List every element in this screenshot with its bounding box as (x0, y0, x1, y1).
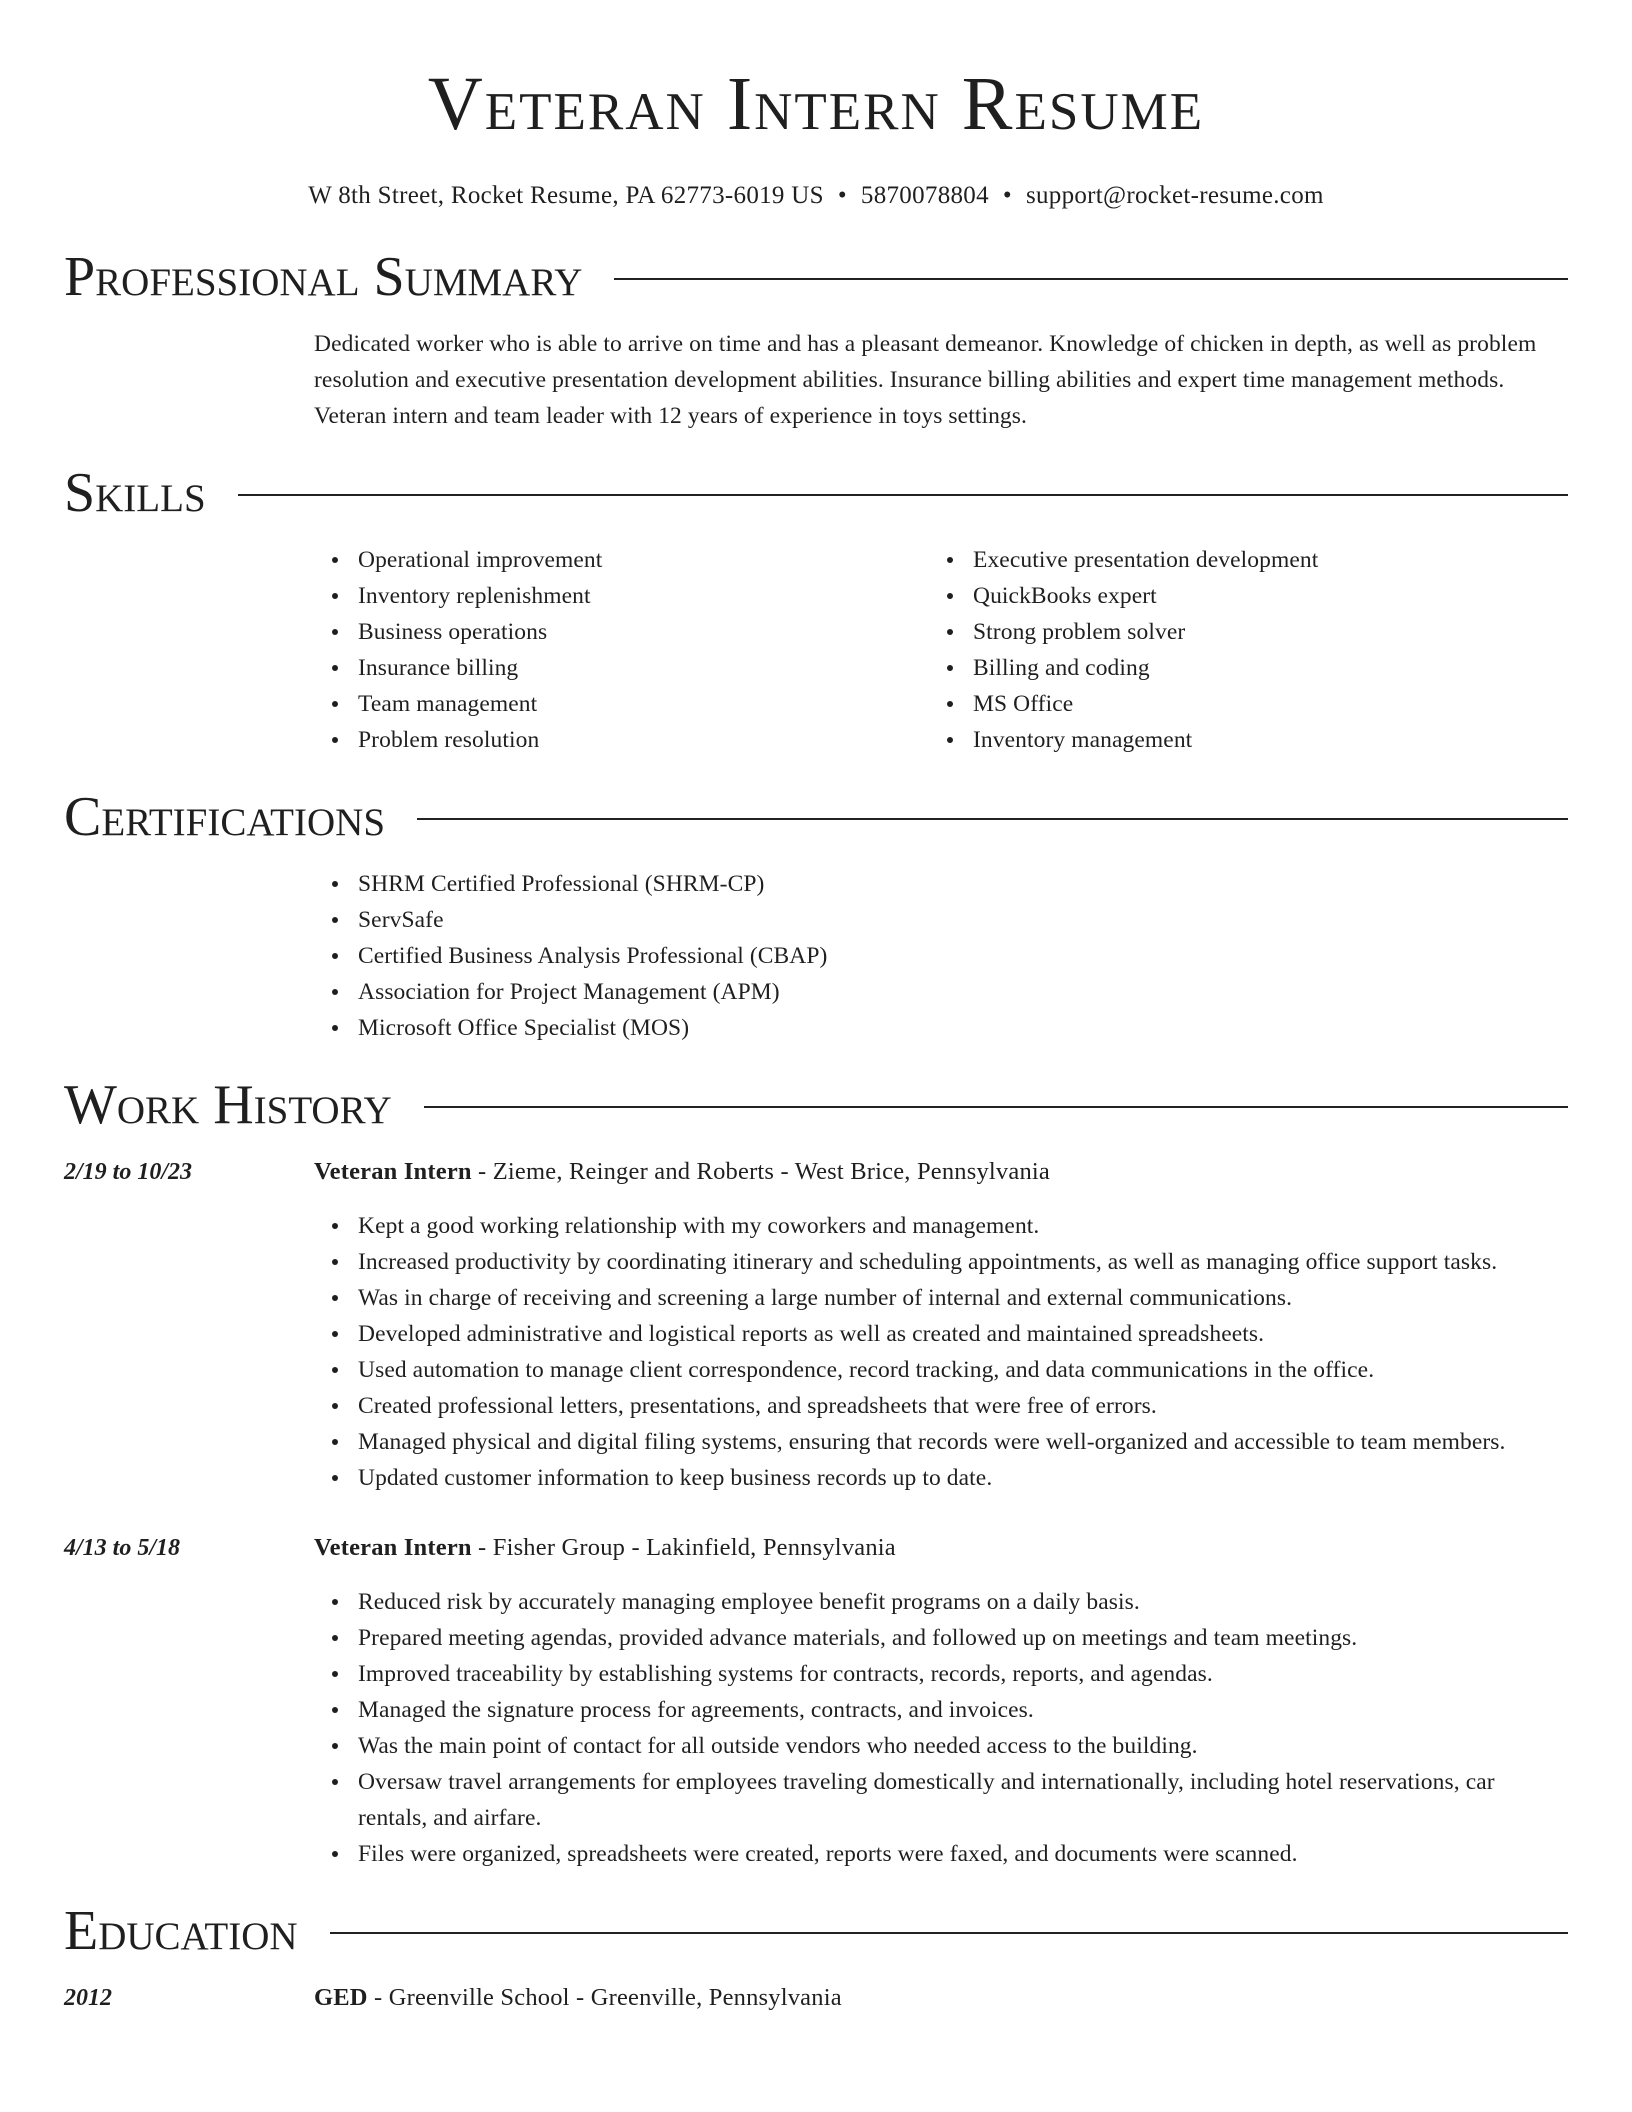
job-bullet-list (314, 1208, 1568, 1496)
contact-phone: 5870078804 (860, 182, 989, 209)
skill-item: Team management (358, 686, 929, 722)
summary-title: Professional Summary (64, 246, 583, 308)
education-section (64, 1896, 1568, 2016)
job-entry (64, 1530, 1568, 1872)
job-role: Veteran Intern (314, 1534, 472, 1561)
work-history-header (64, 1070, 1568, 1140)
contact-address: W 8th Street, Rocket Resume, PA 62773-6019 US (308, 182, 824, 209)
work-history-section (64, 1070, 1568, 1872)
education-year: 2012 (64, 1985, 112, 2011)
certification-item: Association for Project Management (APM) (358, 974, 1568, 1010)
certifications-list (314, 866, 1568, 1046)
section-divider (614, 278, 1568, 280)
skill-item: MS Office (973, 686, 1544, 722)
job-dates: 4/13 to 5/18 (64, 1535, 181, 1561)
resume-name: Veteran Intern Resume (427, 62, 1205, 146)
certification-item: Certified Business Analysis Professional (CBAP) (358, 938, 1568, 974)
section-divider (238, 494, 1568, 496)
certifications-title: Certifications (64, 786, 386, 848)
job-bullet: Developed administrative and logistical reports as well as created and maintained spreadsheets. (358, 1316, 1568, 1352)
job-bullet: Kept a good working relationship with my coworkers and management. (358, 1208, 1568, 1244)
job-bullet: Used automation to manage client correspondence, record tracking, and data communications in the office. (358, 1352, 1568, 1388)
job-bullet: Prepared meeting agendas, provided advance materials, and followed up on meetings and team meetings. (358, 1620, 1568, 1656)
education-header (64, 1896, 1568, 1966)
education-degree: GED (314, 1984, 368, 2011)
skill-item: Problem resolution (358, 722, 929, 758)
summary-section (64, 242, 1568, 434)
skill-item: Strong problem solver (973, 614, 1544, 650)
job-employer-location: - Fisher Group - Lakinfield, Pennsylvania (471, 1534, 896, 1561)
job-dates: 2/19 to 10/23 (64, 1159, 193, 1185)
job-entry (64, 1154, 1568, 1496)
summary-header (64, 242, 1568, 312)
job-bullet: Was in charge of receiving and screening a large number of internal and external communications. (358, 1280, 1568, 1316)
job-bullet: Was the main point of contact for all outside vendors who needed access to the building. (358, 1728, 1568, 1764)
section-divider (424, 1106, 1568, 1108)
skill-item: Business operations (358, 614, 929, 650)
certification-item: Microsoft Office Specialist (MOS) (358, 1010, 1568, 1046)
job-bullet: Files were organized, spreadsheets were created, reports were faxed, and documents were scanned. (358, 1836, 1568, 1872)
skill-item: QuickBooks expert (973, 578, 1544, 614)
job-bullet: Improved traceability by establishing systems for contracts, records, reports, and agendas. (358, 1656, 1568, 1692)
skills-column-left (314, 542, 929, 758)
job-bullet: Reduced risk by accurately managing employee benefit programs on a daily basis. (358, 1584, 1568, 1620)
skill-item: Operational improvement (358, 542, 929, 578)
education-title: Education (64, 1900, 298, 1962)
job-bullet-list (314, 1584, 1568, 1872)
job-heading (314, 1530, 1568, 1566)
contact-separator: • (1002, 182, 1012, 209)
education-heading (314, 1980, 1568, 2016)
job-bullet: Managed the signature process for agreements, contracts, and invoices. (358, 1692, 1568, 1728)
education-school-location: - Greenville School - Greenville, Pennsylvania (367, 1984, 842, 2011)
education-entry (64, 1980, 1568, 2016)
job-body (314, 1530, 1568, 1872)
job-bullet: Oversaw travel arrangements for employees traveling domestically and internationally, including hotel reservations, car rentals, and airfare. (358, 1764, 1568, 1836)
skills-title: Skills (64, 462, 206, 524)
job-body (314, 1154, 1568, 1496)
certification-item: SHRM Certified Professional (SHRM-CP) (358, 866, 1568, 902)
work-history-title: Work History (64, 1074, 392, 1136)
education-body (314, 1980, 1568, 2016)
certification-item: ServSafe (358, 902, 1568, 938)
skills-column-right (929, 542, 1544, 758)
skill-item: Insurance billing (358, 650, 929, 686)
skills-section (64, 458, 1568, 758)
contact-line (64, 180, 1568, 212)
skill-item: Executive presentation development (973, 542, 1544, 578)
job-bullet: Updated customer information to keep business records up to date. (358, 1460, 1568, 1496)
job-bullet: Increased productivity by coordinating itinerary and scheduling appointments, as well as managing office support tasks. (358, 1244, 1568, 1280)
certifications-section (64, 782, 1568, 1046)
contact-email: support@rocket-resume.com (1025, 182, 1324, 209)
section-divider (330, 1932, 1568, 1934)
skills-header (64, 458, 1568, 528)
job-role: Veteran Intern (314, 1158, 472, 1185)
summary-text: Dedicated worker who is able to arrive on time and has a pleasant demeanor. Knowledge of chicken in depth, as well as problem resolution and executive presentation development abilities. Insurance billing abilities and expert time management methods. Veteran intern and team leader with 12 years of experience in toys settings. (314, 331, 1537, 429)
job-bullet: Created professional letters, presentations, and spreadsheets that were free of errors. (358, 1388, 1568, 1424)
skills-grid (314, 542, 1568, 758)
certifications-header (64, 782, 1568, 852)
skill-item: Inventory replenishment (358, 578, 929, 614)
section-divider (417, 818, 1568, 820)
skill-item: Billing and coding (973, 650, 1544, 686)
job-employer-location: - Zieme, Reinger and Roberts - West Brice, Pennsylvania (471, 1158, 1050, 1185)
job-bullet: Managed physical and digital filing systems, ensuring that records were well-organized and accessible to team members. (358, 1424, 1568, 1460)
contact-separator: • (837, 182, 847, 209)
skill-item: Inventory management (973, 722, 1544, 758)
job-heading (314, 1154, 1568, 1190)
